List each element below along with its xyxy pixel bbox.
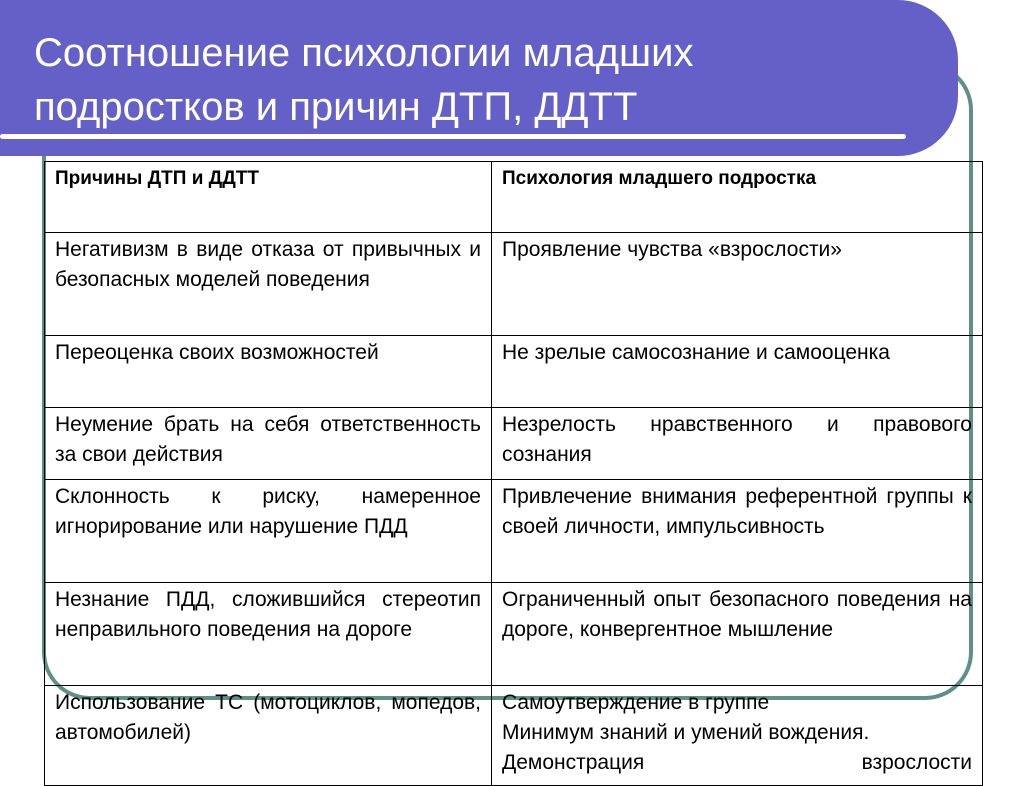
table-row: [45, 336, 983, 408]
psychology-line: Минимум знаний и умений вождения.: [502, 721, 870, 744]
cause-cell: Склонность к риску, намеренное игнорирование или нарушение ПДД: [45, 480, 492, 583]
psychology-line: Самоутверждение в группе: [502, 691, 770, 714]
title-underline: [0, 134, 906, 139]
slide-title-line-1: Соотношение психологии младших: [34, 31, 694, 75]
psychology-cell: Привлечение внимания референтной группы к своей личности, импульсивность: [492, 480, 983, 583]
psychology-cell: [492, 686, 983, 786]
table-row: [45, 408, 983, 480]
cause-cell: Использование ТС (мотоциклов, мопедов, автомобилей): [45, 686, 492, 786]
table-row: [45, 583, 983, 686]
table-row: [45, 233, 983, 336]
header-causes: Причины ДТП и ДДТТ: [45, 162, 492, 233]
psychology-cell: Незрелость нравственного и правового сознания: [492, 408, 983, 480]
psychology-cell: Не зрелые самосознание и самооценка: [492, 336, 983, 408]
table-header-row: [45, 162, 983, 233]
header-psychology: Психология младшего подростка: [492, 162, 983, 233]
slide-title: [34, 26, 914, 134]
slide-title-line-2: подростков и причин ДТП, ДДТТ: [34, 85, 638, 129]
cause-cell: Переоценка своих возможностей: [45, 336, 492, 408]
comparison-table: [44, 161, 983, 786]
psychology-line: Демонстрация взрослости: [502, 751, 972, 774]
cause-cell: Неумение брать на себя ответственность за свои действия: [45, 408, 492, 480]
psychology-cell: Ограниченный опыт безопасного поведения на дороге, конвергентное мышление: [492, 583, 983, 686]
cause-cell: Незнание ПДД, сложившийся стереотип неправильного поведения на дороге: [45, 583, 492, 686]
cause-cell: Негативизм в виде отказа от привычных и безопасных моделей поведения: [45, 233, 492, 336]
psychology-cell: Проявление чувства «взрослости»: [492, 233, 983, 336]
table-row: [45, 480, 983, 583]
table-row: [45, 686, 983, 786]
title-bar: [0, 0, 958, 156]
